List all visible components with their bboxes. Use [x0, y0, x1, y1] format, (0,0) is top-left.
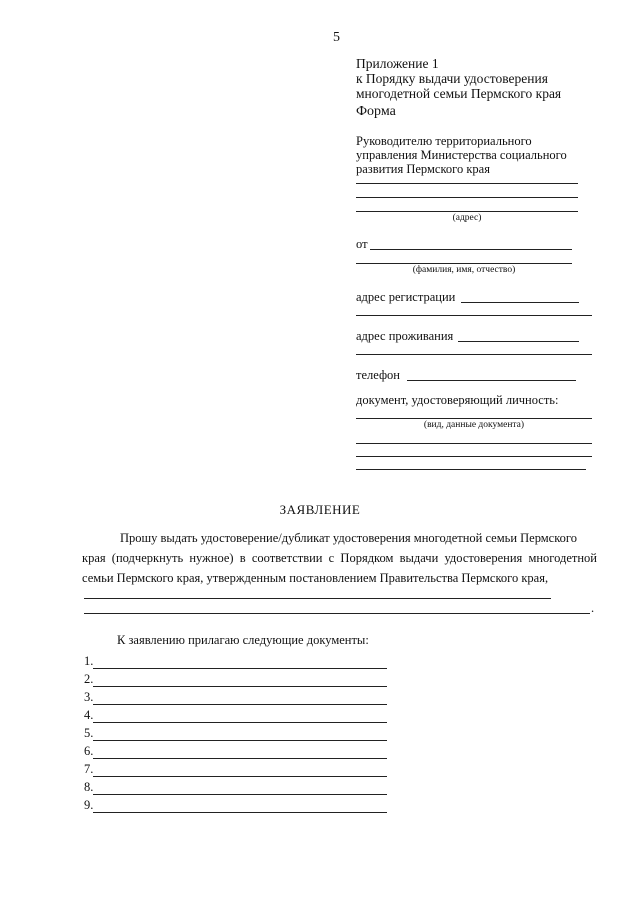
document-number: 9. [84, 798, 94, 812]
document-list-item[interactable] [84, 654, 387, 672]
document-number: 1. [84, 654, 94, 668]
document-number: 2. [84, 672, 94, 686]
document-blank-line[interactable] [93, 668, 387, 669]
document-blank-line[interactable] [93, 776, 387, 777]
statement-end-dot: . [591, 601, 595, 615]
addressee-line-1: Руководителю территориального [356, 134, 532, 148]
address-caption: (адрес) [452, 213, 482, 223]
document-blank-line[interactable] [93, 722, 387, 723]
registration-blank-line[interactable] [461, 302, 579, 303]
document-number: 4. [84, 708, 94, 722]
document-blank-line[interactable] [93, 758, 387, 759]
registration-label: адрес регистрации [356, 290, 456, 304]
fio-caption: (фамилия, имя, отчество) [412, 265, 516, 275]
document-list-item[interactable] [84, 690, 387, 708]
id-document-blank-line[interactable] [356, 418, 592, 419]
residence-label: адрес проживания [356, 329, 454, 343]
address-blank-line[interactable] [356, 183, 578, 184]
page-number: 5 [333, 30, 340, 45]
document-list-item[interactable] [84, 672, 387, 690]
appendix-header [356, 56, 561, 101]
id-document-blank-line[interactable] [356, 443, 592, 444]
residence-blank-line[interactable] [458, 341, 579, 342]
statement-title: ЗАЯВЛЕНИЕ [279, 502, 361, 517]
id-document-label: документ, удостоверяющий личность: [356, 393, 559, 407]
document-blank-line[interactable] [93, 686, 387, 687]
phone-blank-line[interactable] [407, 380, 576, 381]
id-document-blank-line[interactable] [356, 456, 592, 457]
appendix-line-3: многодетной семьи Пермского края [356, 86, 562, 101]
statement-text-rest: края (подчеркнуть нужное) в соответствии с Порядком выдачи удостоверения многодетной семьи Пермского края, утвержденным постановлением Правительства Пермского края, [82, 551, 597, 585]
document-blank-line[interactable] [93, 794, 387, 795]
document-number: 8. [84, 780, 94, 794]
addressee-line-2: управления Министерства социального [356, 148, 567, 162]
registration-blank-line[interactable] [356, 315, 592, 316]
document-list-item[interactable] [84, 780, 387, 798]
document-list-item[interactable] [84, 726, 387, 744]
statement-text-first-line: Прошу выдать удостоверение/дубликат удостоверения многодетной семьи Пермского [120, 531, 577, 545]
from-blank-line[interactable] [370, 249, 572, 250]
document-number: 5. [84, 726, 94, 740]
document-list-item[interactable] [84, 744, 387, 762]
document-list-item[interactable] [84, 708, 387, 726]
residence-blank-line[interactable] [356, 354, 592, 355]
phone-label: телефон [356, 368, 400, 382]
document-number: 7. [84, 762, 94, 776]
form-label: Форма [356, 104, 396, 119]
enclosures-label: К заявлению прилагаю следующие документы: [117, 633, 369, 647]
id-document-blank-line[interactable] [356, 469, 586, 470]
document-blank-line[interactable] [93, 812, 387, 813]
document-list-item[interactable] [84, 762, 387, 780]
fio-blank-line[interactable] [356, 263, 572, 264]
addressee-block [356, 134, 567, 176]
document-blank-line[interactable] [93, 704, 387, 705]
document-blank-line[interactable] [93, 740, 387, 741]
from-label: от [356, 237, 368, 251]
address-blank-line[interactable] [356, 211, 578, 212]
statement-blank-line[interactable] [84, 613, 590, 614]
id-document-caption: (вид, данные документа) [423, 420, 525, 430]
document-number: 6. [84, 744, 94, 758]
document-list-item[interactable] [84, 798, 387, 816]
statement-blank-line[interactable] [84, 598, 551, 599]
addressee-line-3: развития Пермского края [356, 162, 490, 176]
appendix-line-2: к Порядку выдачи удостоверения [356, 71, 548, 86]
document-number: 3. [84, 690, 94, 704]
appendix-line-1: Приложение 1 [356, 56, 439, 71]
statement-text [82, 528, 597, 588]
address-blank-line[interactable] [356, 197, 578, 198]
